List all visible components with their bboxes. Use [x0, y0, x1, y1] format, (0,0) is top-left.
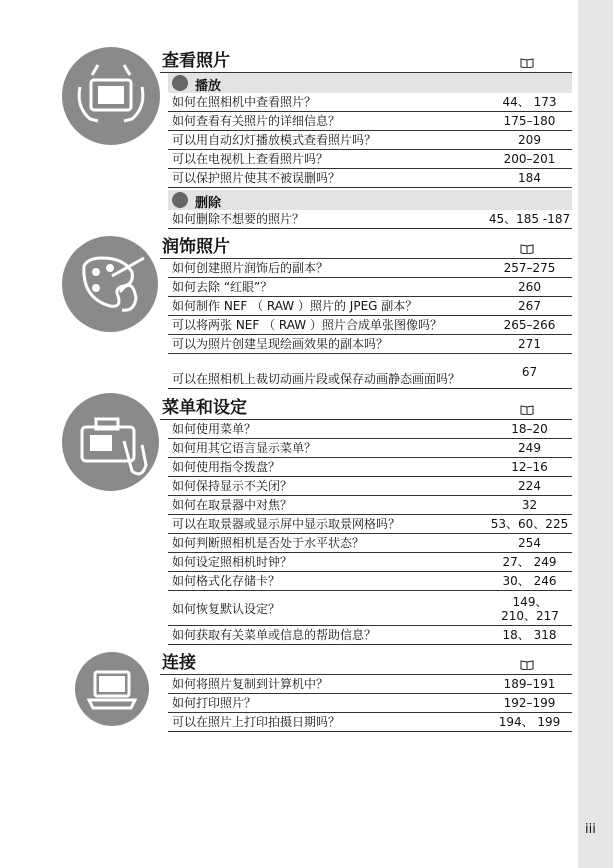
section-connect [160, 652, 572, 732]
section-menus [160, 397, 572, 645]
page-ref[interactable]: 175–180 [503, 114, 556, 128]
camera-back-hand-icon [62, 393, 159, 491]
view-photos-circle [62, 47, 160, 145]
section-title: 连接 [162, 653, 196, 673]
reference-book-icon [520, 405, 534, 415]
table-row [168, 496, 572, 515]
page-ref[interactable]: 149、210、217 [501, 595, 559, 623]
subhead-label: 播放 [195, 79, 222, 94]
table-row [168, 420, 572, 439]
table-row [168, 591, 572, 626]
page-ref[interactable]: 249 [518, 441, 541, 455]
page-ref[interactable]: 18、 318 [502, 628, 557, 642]
page-ref[interactable]: 12–16 [511, 460, 548, 474]
magnifier-icon [172, 75, 188, 91]
question: 可以保护照片使其不被误删吗？ [172, 171, 341, 185]
section-view-photos [160, 50, 572, 229]
question: 如何获取有关菜单或信息的帮助信息？ [172, 628, 377, 642]
question: 如何制作 NEF （ RAW ）照片的 JPEG 副本？ [172, 299, 418, 313]
page-ref[interactable]: 44、 173 [502, 95, 557, 109]
page-ref[interactable]: 260 [518, 280, 541, 294]
question: 如何打印照片？ [172, 696, 257, 710]
section-heading [160, 50, 572, 73]
question: 可以用自动幻灯播放模式查看照片吗？ [172, 133, 377, 147]
page-ref[interactable]: 30、 246 [502, 574, 557, 588]
table-row [168, 439, 572, 458]
section-title: 查看照片 [162, 51, 230, 71]
question: 如何保持显示不关闭？ [172, 479, 293, 493]
page-number: iii [585, 822, 596, 837]
page-ref[interactable]: 189–191 [503, 677, 556, 691]
table-row [168, 354, 572, 389]
table-row [168, 131, 572, 150]
table-row [168, 515, 572, 534]
table-row [168, 93, 572, 112]
table-row [168, 150, 572, 169]
question: 如何在照相机中查看照片？ [172, 95, 317, 109]
table-row [168, 572, 572, 591]
table-row [168, 259, 572, 278]
menus-circle [62, 393, 159, 491]
question: 如何判断照相机是否处于水平状态？ [172, 536, 365, 550]
page-ref[interactable]: 27、 249 [502, 555, 557, 569]
page-ref[interactable]: 53、60、225 [490, 517, 569, 531]
page-ref[interactable]: 32 [521, 498, 538, 512]
page-ref[interactable]: 267 [518, 299, 541, 313]
hands-holding-camera-icon [62, 47, 160, 145]
question: 如何在取景器中对焦？ [172, 498, 293, 512]
question: 如何创建照片润饰后的副本？ [172, 261, 329, 275]
question: 可以为照片创建呈现绘画效果的副本吗？ [172, 337, 389, 351]
table-row [168, 112, 572, 131]
page-ref[interactable]: 265–266 [503, 318, 556, 332]
question: 如何将照片复制到计算机中？ [172, 677, 329, 691]
section-heading [160, 652, 572, 675]
question: 如何去除 “红眼”？ [172, 280, 273, 294]
question: 如何恢复默认设定？ [172, 602, 281, 616]
page-ref[interactable]: 194、 199 [498, 715, 561, 729]
section-heading [160, 397, 572, 420]
page-ref[interactable]: 209 [518, 133, 541, 147]
page-ref[interactable]: 224 [518, 479, 541, 493]
retouch-circle [62, 236, 158, 332]
table-row [168, 316, 572, 335]
page-ref[interactable]: 45、185 -187 [488, 212, 571, 226]
section-title: 润饰照片 [162, 237, 230, 257]
question: 可以在照片上打印拍摄日期吗？ [172, 715, 341, 729]
question: 可以将两张 NEF （ RAW ）照片合成单张图像吗？ [172, 318, 442, 332]
page-ref[interactable]: 271 [518, 337, 541, 351]
question: 如何用其它语言显示菜单？ [172, 441, 317, 455]
question: 如何使用菜单？ [172, 422, 257, 436]
table-row [168, 626, 572, 645]
question: 可以在照相机上裁切动画片段或保存动画静态画面吗？ [172, 372, 461, 386]
table-row [168, 713, 572, 732]
page-ref[interactable]: 192–199 [503, 696, 556, 710]
table-row [168, 278, 572, 297]
page-ref[interactable]: 200–201 [503, 152, 556, 166]
table-row [168, 553, 572, 572]
page-ref[interactable]: 254 [518, 536, 541, 550]
table-row [168, 675, 572, 694]
reference-book-icon [520, 244, 534, 254]
question: 可以在电视机上查看照片吗？ [172, 152, 329, 166]
section-heading [160, 236, 572, 259]
side-strip [578, 0, 613, 868]
reference-book-icon [520, 58, 534, 68]
question: 如何删除不想要的照片？ [172, 212, 305, 226]
section-retouch [160, 236, 572, 389]
section-title: 菜单和设定 [162, 398, 247, 418]
laptop-icon [75, 652, 149, 726]
table-row [168, 297, 572, 316]
table-row [168, 335, 572, 354]
table-row [168, 169, 572, 188]
subhead-delete [168, 190, 572, 210]
page-ref[interactable]: 18–20 [511, 422, 548, 436]
table-row [168, 210, 572, 229]
question: 如何使用指令拨盘？ [172, 460, 281, 474]
palette-brush-icon [62, 236, 158, 332]
table-row [168, 477, 572, 496]
page-ref[interactable]: 184 [518, 171, 541, 185]
subhead-playback [168, 73, 572, 93]
question: 如何查看有关照片的详细信息？ [172, 114, 341, 128]
table-row [168, 458, 572, 477]
reference-book-icon [520, 660, 534, 670]
magnifier-icon [172, 192, 188, 208]
table-row [168, 694, 572, 713]
table-row [168, 534, 572, 553]
question: 可以在取景器或显示屏中显示取景网格吗？ [172, 517, 401, 531]
page-ref[interactable]: 67 [521, 365, 538, 379]
question: 如何格式化存储卡？ [172, 574, 281, 588]
page-ref[interactable]: 257–275 [503, 261, 556, 275]
connect-circle [75, 652, 149, 726]
subhead-label: 删除 [195, 196, 222, 211]
question: 如何设定照相机时钟？ [172, 555, 293, 569]
